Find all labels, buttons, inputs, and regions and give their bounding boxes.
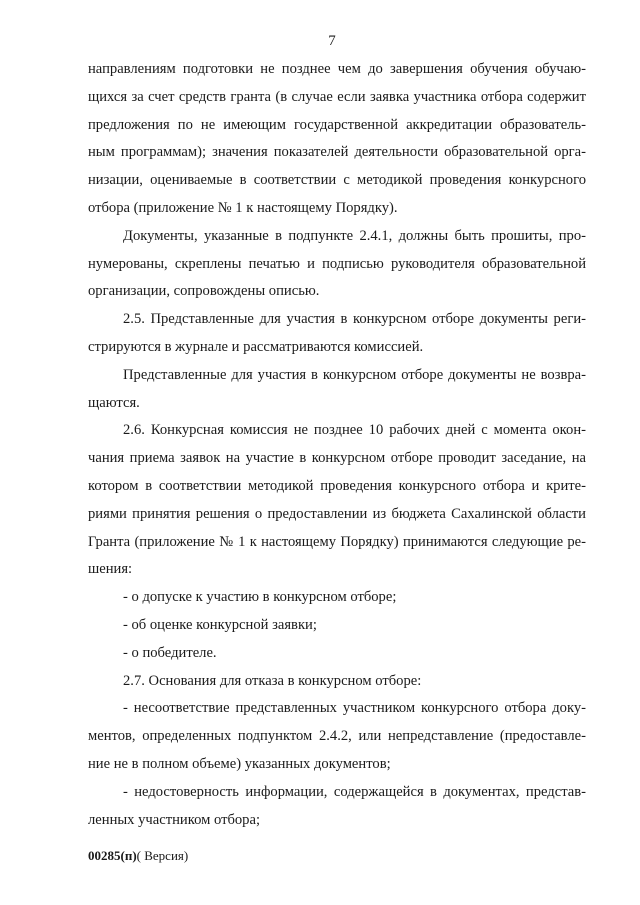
list-item-admission (88, 584, 586, 612)
document-footer (88, 848, 188, 864)
list-item-winner (88, 640, 586, 668)
text-line: щихся за счет средств гранта (в случае если заявка участника отбора содержит (88, 88, 586, 105)
paragraph-p9 (88, 668, 586, 696)
text-line: нумерованы, скреплены печатью и подписью руководителя образовательной (88, 255, 586, 272)
text-line: щаются. (88, 394, 140, 411)
text-line: предложения по не имеющим государственной аккредитации образователь- (88, 116, 586, 133)
text-line: Гранта (приложение № 1 к настоящему Порядку) принимаются следующие ре- (88, 533, 586, 550)
text-line: шения: (88, 561, 133, 578)
text-line: Документы, указанные в подпункте 2.4.1, должны быть прошиты, про- (123, 227, 586, 244)
text-line: риями принятия решения о предоставлении из бюджета Сахалинской области (88, 505, 586, 522)
text-line: 2.7. Основания для отказа в конкурсном отборе: (123, 672, 422, 689)
text-line: направлениям подготовки не позднее чем до завершения обучения обучаю- (88, 61, 586, 77)
list-item-unreliable-info (88, 779, 586, 835)
paragraph-p5 (88, 417, 586, 584)
paragraph-p4 (88, 362, 586, 418)
text-line: организации, сопровождены описью. (88, 283, 320, 300)
text-line: ленных участником отбора; (88, 811, 261, 828)
text-line: низации, оцениваемые в соответствии с методикой проведения конкурсного (88, 172, 586, 189)
paragraph-p3 (88, 306, 586, 362)
text-line: 2.6. Конкурсная комиссия не позднее 10 рабочих дней с момента окон- (123, 422, 586, 439)
document-code: 00285(п) (88, 848, 137, 863)
document-body (88, 56, 586, 834)
text-line: - об оценке конкурсной заявки; (123, 616, 317, 633)
list-item-nonconformity (88, 695, 586, 778)
text-line: чания приема заявок на участие в конкурсном отборе проводит заседание, на (88, 450, 586, 467)
text-line: - несоответствие представленных участником конкурсного отбора доку- (123, 700, 586, 717)
paragraph-p1 (88, 56, 586, 223)
text-line: - о допуске к участию в конкурсном отборе; (123, 589, 397, 606)
page-number: 7 (328, 33, 336, 49)
text-line: ментов, определенных подпунктом 2.4.2, или непредставление (предоставле- (88, 728, 586, 745)
text-line: стрируются в журнале и рассматриваются комиссией. (88, 338, 424, 355)
document-version: ( Версия) (136, 848, 189, 863)
text-line: Представленные для участия в конкурсном отборе документы не возвра- (123, 366, 586, 383)
text-line: - о победителе. (123, 644, 217, 661)
text-line: 2.5. Представленные для участия в конкурсном отборе документы реги- (123, 311, 586, 328)
paragraph-p2 (88, 223, 586, 306)
text-line: котором в соответствии методикой проведения конкурсного отбора и крите- (88, 477, 586, 494)
text-line: - недостоверность информации, содержащейся в документах, представ- (123, 783, 586, 800)
text-line: отбора (приложение № 1 к настоящему Порядку). (88, 199, 398, 216)
text-line: ным программам); значения показателей деятельности образовательной орга- (88, 144, 586, 161)
list-item-evaluation (88, 612, 586, 640)
text-line: ние не в полном объеме) указанных документов; (88, 755, 391, 772)
